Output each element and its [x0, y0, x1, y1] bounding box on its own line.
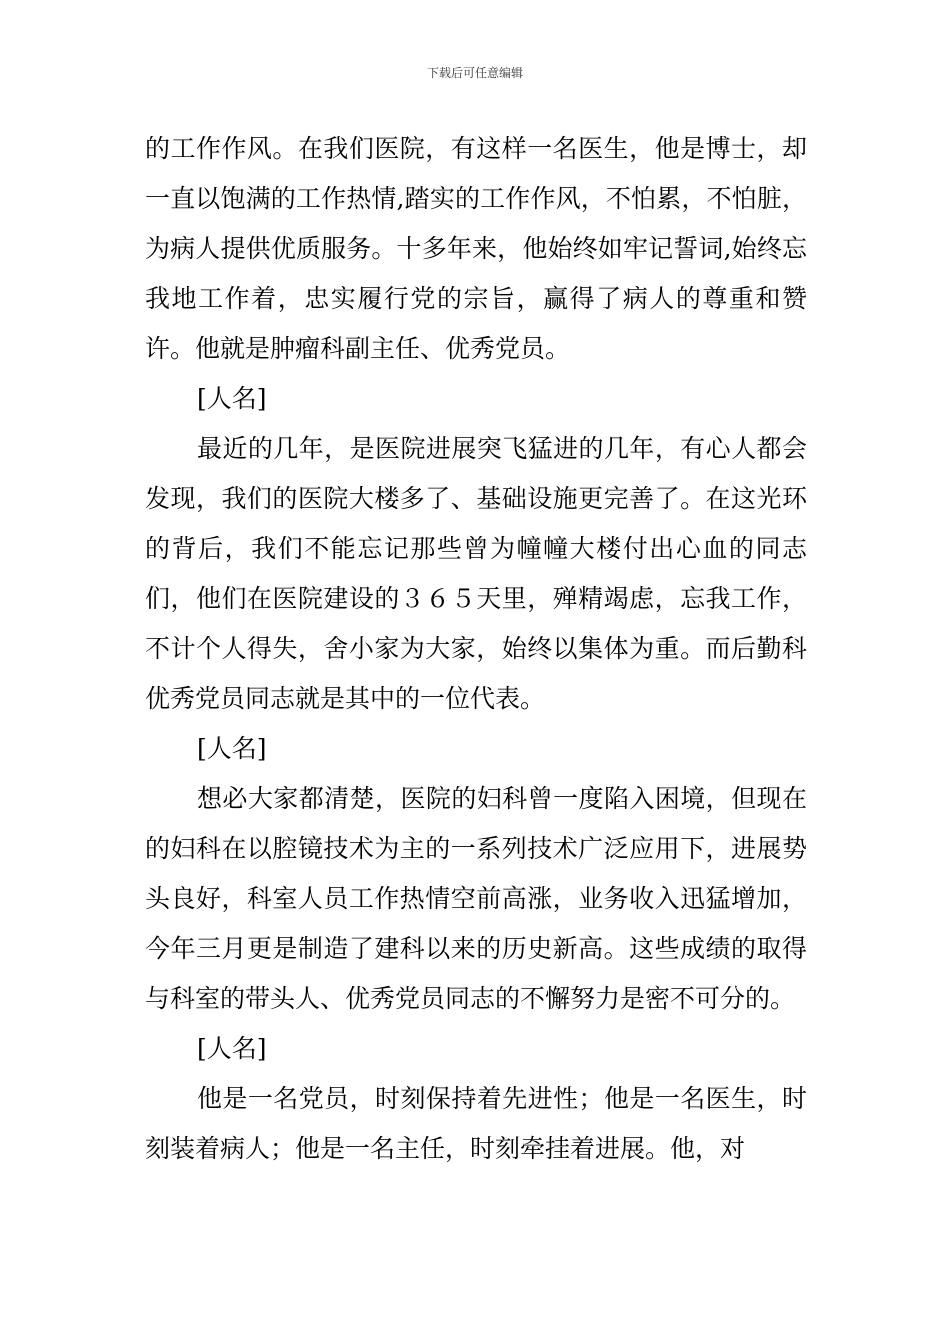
page-header: 下载后可任意编辑 [426, 66, 523, 80]
paragraph: 最近的几年，是医院进展突飞猛进的几年，有心人都会发现，我们的医院大楼多了、基础设施更完善了。在这光环的背后，我们不能忘记那些曾为幢幢大楼付出心血的同志们，他们在医院建设的３６５天里，殚精竭虑，忘我工作，不计个人得失，舍小家为大家，始终以集体为重。而后勤科优秀党员同志就是其中的一位代表。 [145, 434, 807, 713]
body-text [145, 124, 807, 1174]
name-placeholder-label: [人名] [197, 1034, 267, 1063]
paragraph: 的工作作风。在我们医院，有这样一名医生，他是博士，却一直以饱满的工作热情,踏实的工作作风，不怕累，不怕脏，为病人提供优质服务。十多年来，他始终如牢记誓词,始终忘我地工作着，忠实履行党的宗旨，赢得了病人的尊重和赞许。他就是肿瘤科副主任、优秀党员。 [145, 134, 807, 363]
paragraph: 想必大家都清楚，医院的妇科曾一度陷入困境，但现在的妇科在以腔镜技术为主的一系列技术广泛应用下，进展势头良好，科室人员工作热情空前高涨，业务收入迅猛增加，今年三月更是制造了建科以来的历史新高。这些成绩的取得与科室的带头人、优秀党员同志的不懈努力是密不可分的。 [145, 784, 807, 1013]
name-placeholder-label: [人名] [197, 734, 267, 763]
paragraph: 他是一名党员，时刻保持着先进性；他是一名医生，时刻装着病人；他是一名主任，时刻牵挂着进展。他，对 [145, 1084, 807, 1163]
name-placeholder-label: [人名] [197, 384, 267, 413]
